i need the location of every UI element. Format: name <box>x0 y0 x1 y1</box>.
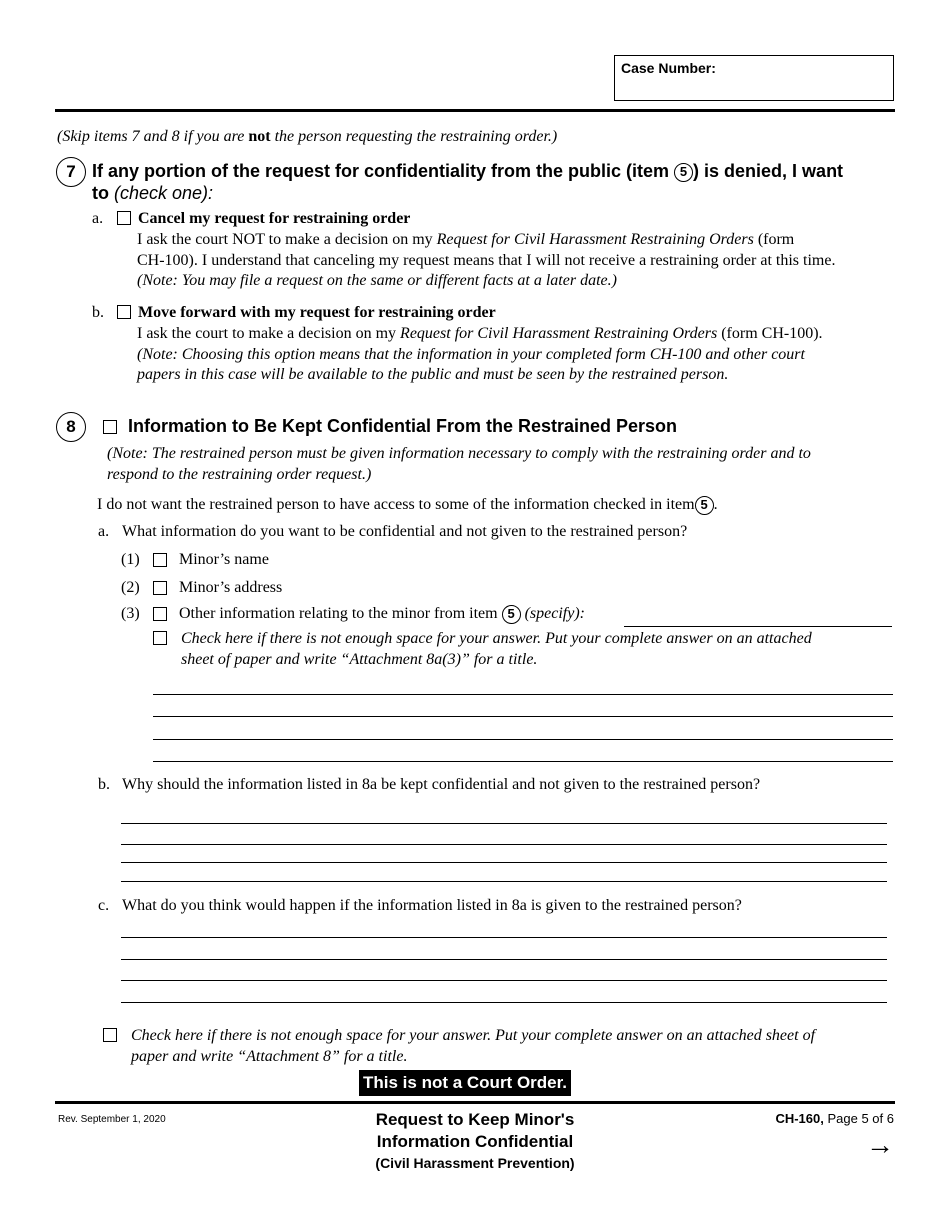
answer-line-8c-4[interactable] <box>121 1002 887 1003</box>
item-8-note-l1: (Note: The restrained person must be given information necessary to comply with the restraining order and to <box>107 445 811 462</box>
form-ch100-title: Request for Civil Harassment Restraining Orders <box>436 231 754 248</box>
form-page-info <box>775 1111 894 1126</box>
item-7-check-one: (check one): <box>109 183 214 203</box>
not-court-order-banner: This is not a Court Order. <box>359 1070 571 1096</box>
option-1-number: (1) <box>121 551 140 568</box>
item-8-note-l2: respond to the restraining order request.) <box>107 465 372 483</box>
item-8c-letter: c. <box>98 897 110 914</box>
item-7b-l1-pre: I ask the court to make a decision on my <box>137 325 401 342</box>
item-8-number: 8 <box>56 412 86 442</box>
item-7a-l1-post: (form <box>753 231 795 248</box>
minor-address-checkbox[interactable] <box>153 581 167 595</box>
item-8b-question: Why should the information listed in 8a be kept confidential and not given to the restrained person? <box>122 776 761 793</box>
item-7a-l1-pre: I ask the court NOT to make a decision on my <box>137 231 437 248</box>
revision-date: Rev. September 1, 2020 <box>58 1114 166 1125</box>
move-forward-checkbox[interactable] <box>117 305 131 319</box>
answer-line-8a-2[interactable] <box>153 716 893 717</box>
item-5-reference: 5 <box>674 163 693 182</box>
item-7-number: 7 <box>56 157 86 187</box>
option-2-number: (2) <box>121 579 140 596</box>
item-8-intro-end: . <box>713 496 718 513</box>
item-7-heading <box>92 160 892 204</box>
other-information-checkbox[interactable] <box>153 607 167 621</box>
footer-title <box>275 1109 675 1173</box>
answer-line-8a-4[interactable] <box>153 761 893 762</box>
attachment-8a3-checkbox[interactable] <box>153 631 167 645</box>
attachment-8-l2: paper and write “Attachment 8” for a title. <box>131 1047 408 1065</box>
case-number-label: Case Number: <box>621 60 716 76</box>
item-8a-question: What information do you want to be confidential and not given to the restrained person? <box>122 523 688 540</box>
answer-line-8c-1[interactable] <box>121 937 887 938</box>
item-7a-title: Cancel my request for restraining order <box>138 210 411 227</box>
other-information-text: Other information relating to the minor from item <box>179 605 498 622</box>
answer-line-8a-3[interactable] <box>153 739 893 740</box>
skip-note <box>57 128 557 146</box>
item-7-heading-part1: If any portion of the request for confidentiality from the public (item <box>92 161 675 181</box>
answer-line-8b-4[interactable] <box>121 881 887 882</box>
minor-name-checkbox[interactable] <box>153 553 167 567</box>
minor-address-label: Minor’s address <box>179 579 283 596</box>
item-7b-title: Move forward with my request for restraining order <box>138 304 496 321</box>
attachment-8-checkbox[interactable] <box>103 1028 117 1042</box>
attachment-8a3-l2: sheet of paper and write “Attachment 8a(3)” for a title. <box>181 650 538 668</box>
header-rule <box>55 109 895 112</box>
item-8c-question: What do you think would happen if the information listed in 8a is given to the restrained person? <box>122 897 742 914</box>
form-ch100-title: Request for Civil Harassment Restraining Orders <box>400 325 718 342</box>
item-7-heading-to: to <box>92 183 109 203</box>
item-8-intro-text: I do not want the restrained person to have access to some of the information checked in item <box>97 496 695 513</box>
answer-line-8b-2[interactable] <box>121 844 887 845</box>
item-7a-text <box>137 230 897 292</box>
item-8-note <box>107 444 897 485</box>
skip-note-bold: not <box>248 128 271 145</box>
attachment-8a3-text <box>181 629 896 670</box>
case-number-box[interactable] <box>614 55 894 101</box>
skip-note-pre: (Skip items 7 and 8 if you are <box>57 128 249 145</box>
item-8-heading: Information to Be Kept Confidential From the Restrained Person <box>128 416 678 436</box>
footer-subtitle: (Civil Harassment Prevention) <box>375 1155 575 1171</box>
answer-line-8b-3[interactable] <box>121 862 887 863</box>
item-7-heading-part2: ) is denied, I want <box>693 161 844 181</box>
attachment-8-text <box>131 1026 896 1067</box>
other-information-label <box>179 604 585 625</box>
answer-line-8a-1[interactable] <box>153 694 893 695</box>
item-8-intro <box>97 495 718 516</box>
option-3-number: (3) <box>121 605 140 622</box>
item-7b-note-l1: (Note: Choosing this option means that the information in your completed form CH-100 and other court <box>137 345 805 363</box>
item-8a-letter: a. <box>98 523 110 540</box>
minor-name-label: Minor’s name <box>179 551 269 568</box>
cancel-request-checkbox[interactable] <box>117 211 131 225</box>
attachment-8-l1: Check here if there is not enough space for your answer. Put your complete answer on an attached sheet of <box>131 1027 816 1044</box>
item-8-checkbox[interactable] <box>103 420 117 434</box>
footer-title-l1: Request to Keep Minor's <box>375 1110 575 1129</box>
item-7a-letter: a. <box>92 210 104 227</box>
item-7b-letter: b. <box>92 304 104 321</box>
item-7a-note: (Note: You may file a request on the same or different facts at a later date.) <box>137 272 617 289</box>
next-page-arrow-icon[interactable]: → <box>866 1129 894 1160</box>
page-number: Page 5 of 6 <box>823 1111 894 1126</box>
attachment-8a3-l1: Check here if there is not enough space for your answer. Put your complete answer on an attached <box>181 630 812 647</box>
item-7b-note-l2: papers in this case will be available to the public and must be seen by the restrained person. <box>137 366 729 383</box>
skip-note-post: the person requesting the restraining order.) <box>270 128 558 145</box>
item-7b-text <box>137 324 897 386</box>
footer-title-l2: Information Confidential <box>376 1132 574 1151</box>
answer-line-8b-1[interactable] <box>121 823 887 824</box>
item-8b-letter: b. <box>98 776 110 793</box>
footer-rule <box>55 1101 895 1104</box>
specify-label: (specify): <box>524 605 585 622</box>
form-id: CH-160, <box>775 1111 824 1126</box>
specify-input-line[interactable] <box>624 626 892 627</box>
item-5-reference: 5 <box>695 496 714 515</box>
answer-line-8c-2[interactable] <box>121 959 887 960</box>
answer-line-8c-3[interactable] <box>121 980 887 981</box>
item-7a-l2: CH-100). I understand that canceling my request means that I will not receive a restraining order at this time. <box>137 251 836 269</box>
item-5-reference: 5 <box>502 605 521 624</box>
item-7b-l1-post: (form CH-100). <box>717 325 823 342</box>
